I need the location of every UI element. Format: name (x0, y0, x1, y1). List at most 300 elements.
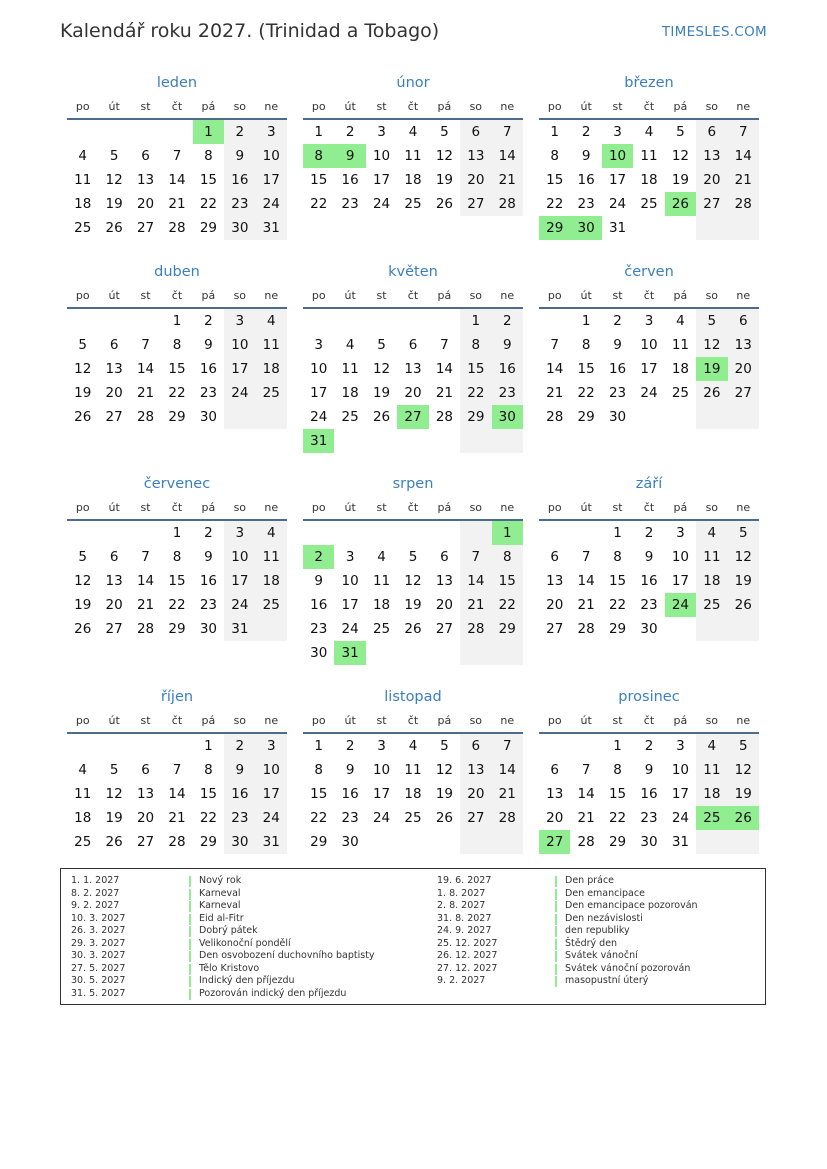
weekday-header (539, 96, 759, 120)
legend-date: 27. 12. 2027 (437, 962, 498, 974)
weekday-header (67, 710, 287, 734)
weekday-label: pá (673, 100, 688, 113)
day-cell: 27 (460, 192, 491, 216)
day-cell: 17 (224, 357, 255, 381)
weekday-label: po (311, 501, 326, 514)
day-cell: 24 (372, 810, 391, 826)
day-cell: 17 (640, 361, 658, 377)
month-červenec (67, 474, 287, 665)
day-cell: 28 (492, 806, 523, 830)
day-cell: 17 (372, 172, 391, 188)
day-cell: 18 (74, 196, 92, 212)
day-cell: 5 (78, 337, 87, 353)
day-cell: 24 (608, 196, 627, 212)
days-grid (303, 521, 523, 665)
day-cell: 18 (640, 172, 658, 188)
day-cell: 4 (696, 734, 727, 758)
day-cell: 15 (492, 569, 523, 593)
day-cell: 12 (74, 361, 92, 377)
weekday-label: so (705, 714, 719, 727)
day-cell: 27 (105, 621, 123, 637)
day-cell: 30 (310, 645, 328, 661)
day-cell: 22 (492, 593, 523, 617)
day-cell: 13 (435, 573, 453, 589)
legend-color-marker (189, 926, 191, 937)
day-cell: 13 (460, 144, 491, 168)
day-cell: 10 (341, 573, 359, 589)
day-cell: 5 (696, 309, 727, 333)
day-cell: 7 (492, 120, 523, 144)
day-cell: 19 (671, 172, 689, 188)
day-cell: 14 (577, 573, 595, 589)
legend-color-marker (555, 951, 557, 962)
holiday-day-cell: 31 (334, 641, 365, 665)
weekday-label: čt (171, 289, 183, 302)
month-name: duben (154, 264, 200, 280)
days-grid (303, 734, 523, 878)
day-cell: 29 (608, 834, 627, 850)
legend-date: 1. 8. 2027 (437, 887, 486, 899)
weekday-label: so (233, 501, 247, 514)
weekday-label: pá (201, 289, 216, 302)
day-cell: 30 (199, 409, 217, 425)
day-cell: 4 (256, 521, 287, 545)
legend-color-marker (189, 914, 191, 925)
day-cell: 4 (78, 762, 87, 778)
month-name: říjen (160, 689, 194, 705)
legend-holiday-name: Nový rok (199, 875, 242, 886)
weekday-label: pá (201, 501, 216, 514)
weekday-label: čt (643, 714, 655, 727)
day-cell: 26 (74, 409, 92, 425)
day-cell: 19 (74, 597, 92, 613)
legend-date: 31. 8. 2027 (437, 912, 492, 924)
day-cell: 1 (581, 313, 591, 329)
weekday-label: pá (201, 100, 216, 113)
day-cell: 17 (372, 786, 391, 802)
legend-holiday-name: Den emancipace pozorován (565, 900, 698, 911)
day-cell: 3 (377, 738, 386, 754)
day-cell: 31 (671, 834, 689, 850)
day-cell: 13 (136, 786, 155, 802)
weekday-label: ne (264, 289, 279, 302)
day-cell: 23 (199, 597, 217, 613)
day-cell: 20 (105, 597, 123, 613)
day-cell: 3 (613, 124, 622, 140)
day-cell: 20 (460, 168, 491, 192)
weekday-label: so (233, 714, 247, 727)
day-cell: 26 (105, 834, 123, 850)
weekday-label: so (469, 714, 483, 727)
day-cell: 22 (608, 810, 627, 826)
legend-holiday-name: den republiky (565, 925, 630, 936)
weekday-label: ne (500, 289, 515, 302)
day-cell: 15 (460, 357, 491, 381)
weekday-label: čt (407, 289, 419, 302)
day-cell: 27 (546, 621, 564, 637)
day-cell: 7 (460, 545, 491, 569)
legend-column-right (437, 875, 757, 988)
day-cell: 3 (224, 521, 255, 545)
day-cell: 17 (671, 786, 689, 802)
weekday-label: st (376, 289, 387, 302)
day-cell: 4 (345, 337, 355, 353)
day-cell: 20 (136, 196, 155, 212)
day-cell: 31 (256, 216, 287, 240)
day-cell: 3 (256, 734, 287, 758)
day-cell: 23 (640, 597, 658, 613)
legend-color-marker (555, 901, 557, 912)
day-cell: 9 (204, 337, 213, 353)
day-cell: 30 (640, 834, 658, 850)
day-cell: 22 (577, 385, 595, 401)
day-cell: 19 (728, 782, 759, 806)
day-cell: 14 (577, 786, 595, 802)
day-cell: 30 (341, 834, 359, 850)
day-cell: 29 (199, 834, 217, 850)
legend-holiday-name: Karneval (199, 887, 241, 899)
day-cell: 11 (640, 148, 658, 164)
day-cell: 12 (435, 148, 453, 164)
day-cell: 27 (460, 806, 491, 830)
weekday-header (67, 96, 287, 120)
day-cell: 25 (372, 621, 391, 637)
day-cell: 2 (644, 738, 654, 754)
day-cell: 2 (581, 124, 591, 140)
day-cell: 21 (435, 385, 453, 401)
day-cell: 6 (440, 549, 449, 565)
weekday-label: pá (673, 714, 688, 727)
weekday-header (539, 710, 759, 734)
day-cell: 28 (546, 409, 564, 425)
day-cell: 25 (696, 593, 727, 617)
day-cell: 5 (676, 124, 685, 140)
day-cell: 4 (377, 549, 386, 565)
legend-item (71, 950, 411, 963)
day-cell: 20 (460, 782, 491, 806)
holiday-day-cell: 27 (539, 830, 570, 854)
legend-color-marker (555, 876, 557, 887)
day-cell: 20 (404, 385, 422, 401)
weekday-label: so (233, 289, 247, 302)
day-cell: 11 (74, 786, 92, 802)
day-cell: 27 (105, 409, 123, 425)
day-cell: 14 (168, 172, 186, 188)
day-cell: 27 (435, 621, 453, 637)
weekday-label: po (311, 289, 326, 302)
day-cell: 20 (546, 810, 564, 826)
legend-item (437, 900, 757, 913)
day-cell: 16 (341, 172, 359, 188)
legend-item (71, 988, 411, 1001)
day-cell: 29 (492, 617, 523, 641)
day-cell: 8 (581, 337, 591, 353)
weekday-label: čt (171, 714, 183, 727)
day-cell: 23 (341, 196, 359, 212)
day-cell: 19 (404, 597, 422, 613)
day-cell: 15 (168, 573, 186, 589)
day-cell: 12 (105, 172, 123, 188)
day-cell: 6 (550, 762, 559, 778)
holiday-day-cell: 24 (665, 593, 696, 617)
day-cell: 23 (310, 621, 328, 637)
holiday-day-cell: 9 (334, 144, 365, 168)
day-cell: 25 (404, 196, 422, 212)
day-cell: 16 (224, 782, 255, 806)
weekday-label: ne (500, 501, 515, 514)
legend-holiday-name: masopustní úterý (565, 975, 649, 986)
day-cell: 5 (408, 549, 418, 565)
legend-item (71, 900, 411, 913)
weekday-label: po (547, 289, 562, 302)
day-cell: 9 (581, 148, 591, 164)
day-cell: 7 (141, 337, 150, 353)
day-cell: 29 (608, 621, 627, 637)
weekday-label: st (612, 100, 623, 113)
day-cell: 12 (728, 545, 759, 569)
day-cell: 10 (256, 758, 287, 782)
legend-column-left (71, 875, 411, 1000)
day-cell: 23 (640, 810, 658, 826)
legend-date: 8. 2. 2027 (71, 887, 120, 899)
day-cell: 29 (460, 405, 491, 429)
day-cell: 14 (492, 144, 523, 168)
day-cell: 11 (696, 545, 727, 569)
weekday-label: út (344, 501, 356, 514)
month-prosinec (539, 687, 759, 878)
holiday-day-cell: 2 (303, 545, 334, 569)
holiday-day-cell: 25 (696, 806, 727, 830)
legend-holiday-name: Dobrý pátek (199, 925, 258, 936)
holiday-day-cell: 31 (303, 429, 334, 453)
day-cell: 10 (372, 148, 391, 164)
day-cell: 25 (74, 834, 92, 850)
day-cell: 25 (640, 196, 658, 212)
day-cell: 1 (460, 309, 491, 333)
empty-weekend-cell (460, 521, 491, 545)
month-únor (303, 73, 523, 264)
day-cell: 14 (136, 361, 155, 377)
day-cell: 1 (550, 124, 559, 140)
weekday-label: st (376, 100, 387, 113)
day-cell: 2 (345, 738, 355, 754)
legend-date: 2. 8. 2027 (437, 900, 486, 911)
day-cell: 21 (577, 810, 595, 826)
empty-weekend-cell (728, 830, 759, 854)
day-cell: 8 (204, 148, 213, 164)
day-cell: 22 (310, 810, 328, 826)
day-cell: 17 (256, 782, 287, 806)
day-cell: 19 (105, 196, 123, 212)
day-cell: 14 (435, 361, 453, 377)
day-cell: 23 (341, 810, 359, 826)
day-cell: 24 (372, 196, 391, 212)
day-cell: 22 (168, 597, 186, 613)
legend-item (71, 875, 411, 888)
day-cell: 28 (492, 192, 523, 216)
weekday-label: po (311, 100, 326, 113)
day-cell: 12 (728, 758, 759, 782)
day-cell: 30 (608, 409, 627, 425)
day-cell: 23 (608, 385, 627, 401)
day-cell: 28 (136, 409, 155, 425)
holiday-day-cell: 27 (397, 405, 428, 429)
day-cell: 5 (728, 521, 759, 545)
day-cell: 1 (172, 313, 182, 329)
weekday-label: ne (736, 289, 751, 302)
legend-holiday-name: Pozorován indický den příjezdu (199, 987, 347, 999)
day-cell: 6 (141, 148, 150, 164)
legend-item (71, 963, 411, 976)
legend-holiday-name: Svátek vánoční pozorován (565, 962, 691, 974)
month-name: srpen (392, 476, 434, 492)
day-cell: 23 (577, 196, 595, 212)
holiday-day-cell: 30 (492, 405, 523, 429)
month-březen (539, 73, 759, 264)
empty-weekend-cell (492, 641, 523, 665)
day-cell: 20 (696, 168, 727, 192)
legend-holiday-name: Svátek vánoční (565, 950, 638, 961)
day-cell: 29 (168, 409, 186, 425)
day-cell: 16 (199, 573, 217, 589)
day-cell: 24 (671, 810, 689, 826)
month-name: květen (388, 264, 438, 280)
month-name: leden (156, 75, 198, 91)
weekday-label: so (233, 100, 247, 113)
holiday-legend (60, 868, 766, 1005)
day-cell: 25 (256, 593, 287, 617)
empty-weekend-cell (256, 405, 287, 429)
day-cell: 2 (644, 525, 654, 541)
day-cell: 7 (141, 549, 150, 565)
day-cell: 16 (640, 786, 658, 802)
day-cell: 30 (640, 621, 658, 637)
legend-date: 30. 3. 2027 (71, 950, 126, 961)
day-cell: 9 (644, 762, 654, 778)
day-cell: 29 (310, 834, 328, 850)
days-grid (539, 309, 759, 453)
legend-color-marker (555, 926, 557, 937)
weekday-label: út (580, 714, 592, 727)
day-cell: 15 (577, 361, 595, 377)
day-cell: 5 (728, 734, 759, 758)
day-cell: 12 (696, 333, 727, 357)
day-cell: 5 (109, 148, 119, 164)
day-cell: 10 (671, 549, 689, 565)
days-grid (539, 734, 759, 878)
day-cell: 21 (136, 597, 155, 613)
day-cell: 26 (74, 621, 92, 637)
day-cell: 5 (440, 124, 449, 140)
days-grid (67, 309, 287, 453)
empty-weekend-cell (696, 617, 727, 641)
legend-color-marker (189, 876, 191, 887)
day-cell: 4 (696, 521, 727, 545)
day-cell: 31 (256, 830, 287, 854)
day-cell: 13 (546, 786, 564, 802)
weekday-label: pá (437, 714, 452, 727)
day-cell: 1 (204, 738, 213, 754)
day-cell: 28 (168, 220, 186, 236)
weekday-label: čt (643, 100, 655, 113)
legend-color-marker (189, 964, 191, 975)
weekday-label: st (612, 501, 623, 514)
day-cell: 17 (256, 168, 287, 192)
weekday-header (303, 710, 523, 734)
weekday-label: út (108, 289, 120, 302)
day-cell: 9 (224, 144, 255, 168)
day-cell: 11 (256, 545, 287, 569)
day-cell: 6 (141, 762, 150, 778)
day-cell: 28 (168, 834, 186, 850)
weekday-label: po (547, 501, 562, 514)
day-cell: 11 (671, 337, 689, 353)
day-cell: 24 (256, 806, 287, 830)
weekday-label: čt (643, 289, 655, 302)
legend-color-marker (555, 939, 557, 950)
month-name: září (635, 476, 663, 492)
holiday-day-cell: 26 (728, 806, 759, 830)
month-leden (67, 73, 287, 264)
day-cell: 3 (676, 525, 685, 541)
day-cell: 26 (728, 593, 759, 617)
weekday-header (303, 497, 523, 521)
day-cell: 23 (199, 385, 217, 401)
day-cell: 13 (105, 573, 123, 589)
weekday-label: so (469, 501, 483, 514)
day-cell: 15 (199, 786, 217, 802)
month-listopad (303, 687, 523, 878)
weekday-label: ne (264, 714, 279, 727)
weekday-label: út (580, 100, 592, 113)
weekday-label: pá (437, 100, 452, 113)
day-cell: 10 (224, 333, 255, 357)
weekday-header (539, 285, 759, 309)
day-cell: 13 (404, 361, 422, 377)
holiday-day-cell: 1 (193, 120, 224, 144)
day-cell: 6 (550, 549, 559, 565)
legend-color-marker (189, 951, 191, 962)
brand-link[interactable]: TIMESLES.COM (661, 24, 767, 40)
legend-item (71, 925, 411, 938)
legend-date: 19. 6. 2027 (437, 875, 492, 886)
legend-date: 26. 3. 2027 (71, 925, 126, 936)
holiday-day-cell: 19 (696, 357, 727, 381)
day-cell: 10 (640, 337, 658, 353)
weekday-label: pá (201, 714, 216, 727)
weekday-label: út (344, 100, 356, 113)
month-květen (303, 262, 523, 453)
weekday-label: čt (171, 100, 183, 113)
weekday-label: čt (407, 714, 419, 727)
day-cell: 19 (105, 810, 123, 826)
day-cell: 7 (581, 549, 591, 565)
legend-color-marker (555, 914, 557, 925)
month-říjen (67, 687, 287, 878)
day-cell: 13 (136, 172, 155, 188)
day-cell: 1 (314, 738, 323, 754)
day-cell: 12 (372, 361, 391, 377)
weekday-label: st (140, 100, 151, 113)
day-cell: 24 (640, 385, 658, 401)
holiday-day-cell: 10 (602, 144, 633, 168)
day-cell: 13 (728, 333, 759, 357)
legend-item (437, 888, 757, 901)
month-name: červenec (143, 476, 211, 492)
day-cell: 12 (105, 786, 123, 802)
day-cell: 14 (136, 573, 155, 589)
day-cell: 27 (136, 220, 155, 236)
